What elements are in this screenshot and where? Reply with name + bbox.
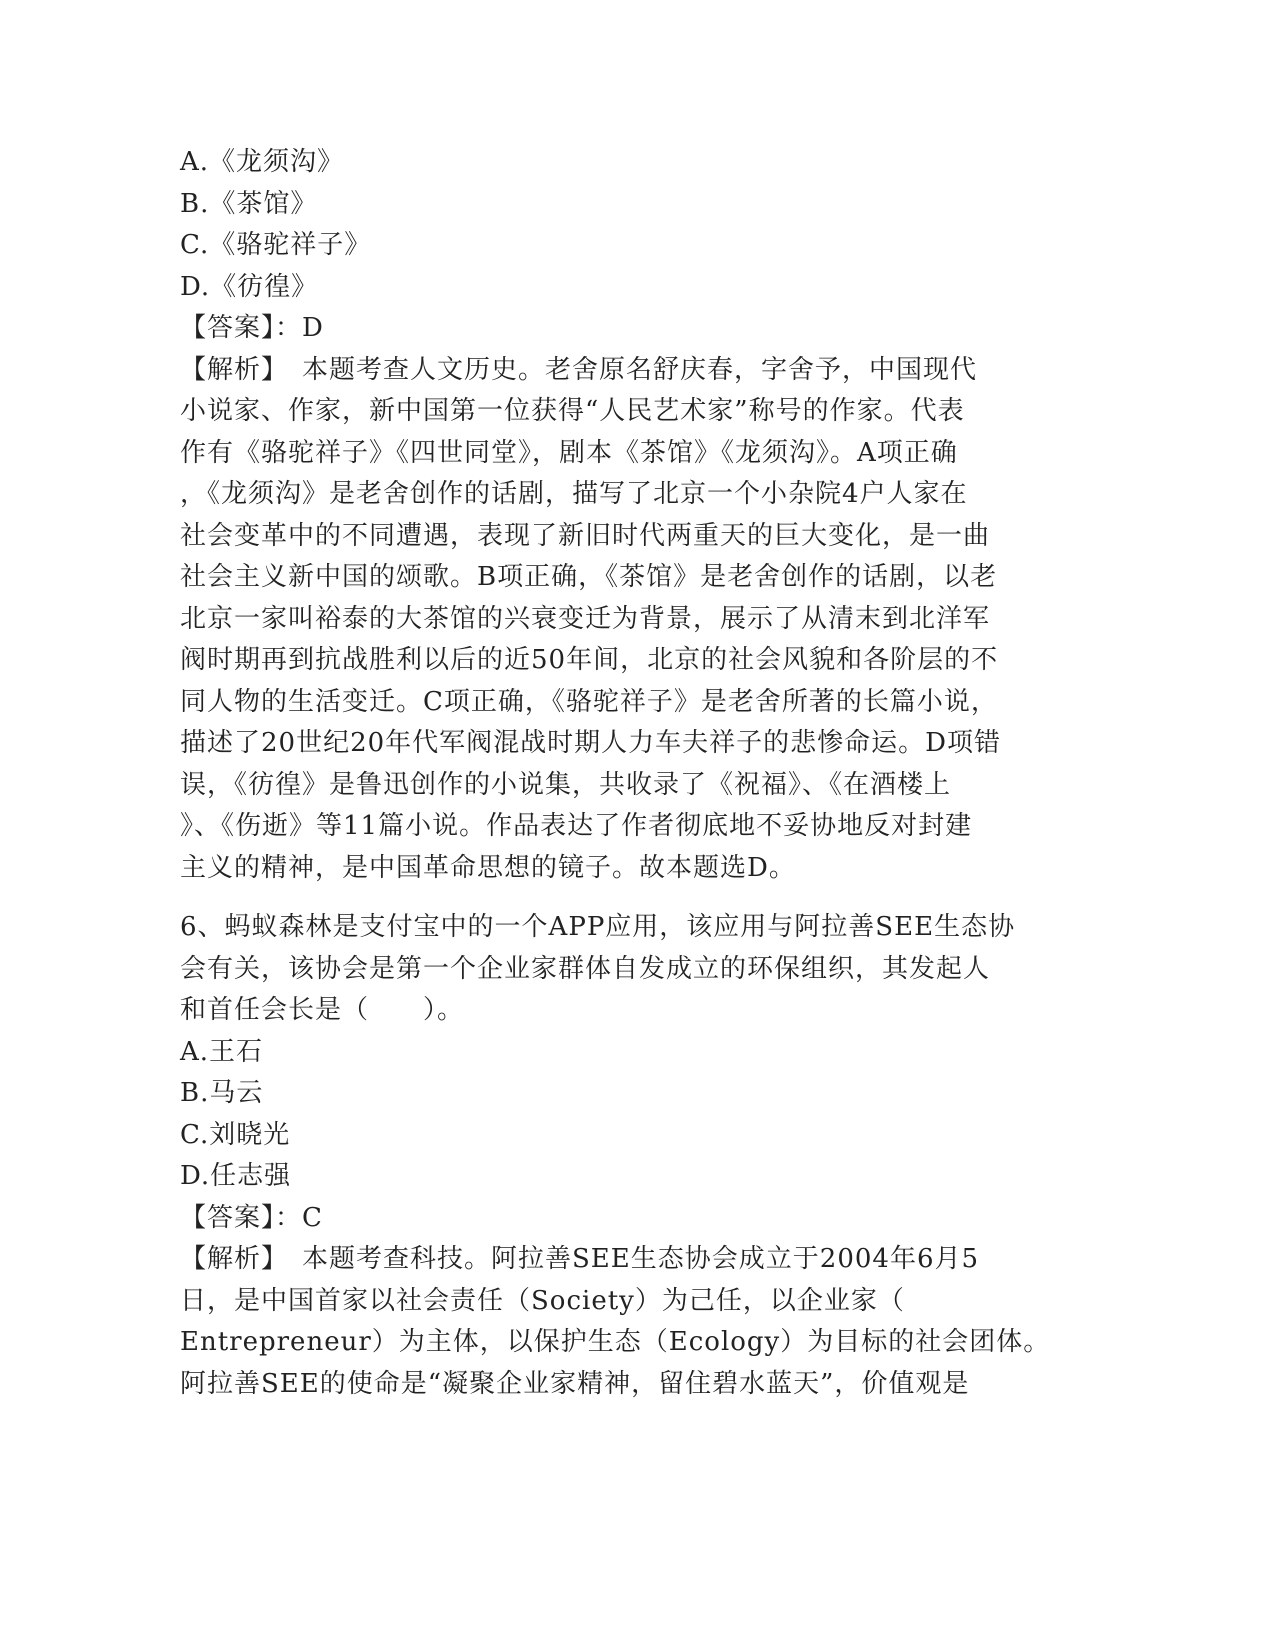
question-stem	[180, 907, 1040, 1032]
explanation-line: 阿拉善SEE的使命是“凝聚企业家精神，留住碧水蓝天”，价值观是	[180, 1368, 970, 1399]
explanation-line: 误，《彷徨》是鲁迅创作的小说集，共收录了《祝福》、《在酒楼上	[180, 769, 952, 800]
explanation-line: 【解析】 本题考查人文历史。老舍原名舒庆春，字舍予，中国现代	[180, 354, 978, 385]
option-a: A.《龙须沟》	[180, 147, 345, 177]
stem-line: 6、蚂蚁森林是支付宝中的一个APP应用，该应用与阿拉善SEE生态协	[180, 912, 1016, 942]
stem-line: 会有关，该协会是第一个企业家群体自发成立的环保组织，其发起人	[180, 953, 991, 984]
explanation-line: 阀时期再到抗战胜利以后的近50年间，北京的社会风貌和各阶层的不	[180, 645, 999, 675]
explanation-line: 社会变革中的不同遭遇，表现了新旧时代两重天的巨大变化，是一曲	[180, 520, 991, 551]
explanation-line: 同人物的生活变迁。C项正确，《骆驼祥子》是老舍所著的长篇小说，	[180, 686, 998, 717]
answer-line: 【答案】：D	[180, 313, 324, 343]
option-b: B.马云	[180, 1078, 264, 1108]
option-d: D.《彷徨》	[180, 271, 319, 302]
option-d: D.任志强	[180, 1161, 292, 1191]
explanation	[180, 350, 1040, 890]
explanation	[180, 1239, 1051, 1405]
explanation-line: 描述了20世纪20年代军阀混战时期人力车夫祥子的悲惨命运。D项错	[180, 728, 1002, 758]
explanation-line: 北京一家叫裕泰的大茶馆的兴衰变迁为背景，展示了从清末到北洋军	[180, 603, 991, 634]
explanation-line: 社会主义新中国的颂歌。B项正确，《茶馆》是老舍创作的话剧，以老	[180, 562, 998, 592]
explanation-line: 日，是中国首家以社会责任（Society）为己任，以企业家（	[180, 1285, 905, 1316]
option-c: C.刘晓光	[180, 1119, 291, 1150]
paragraph-gap	[180, 889, 1040, 907]
stem-line: 和首任会长是（ ）。	[180, 995, 465, 1025]
explanation-line: 作有《骆驼祥子》《四世同堂》，剧本《茶馆》《龙须沟》。A项正确	[180, 437, 958, 468]
explanation-line: 【解析】 本题考查科技。阿拉善SEE生态协会成立于2004年6月5	[180, 1244, 980, 1274]
option-b: B.《茶馆》	[180, 188, 318, 219]
option-a: A.王石	[180, 1036, 264, 1067]
explanation-line: 主义的精神，是中国革命思想的镜子。故本题选D。	[180, 852, 796, 883]
document-content	[180, 142, 1051, 1405]
explanation-line: Entrepreneur）为主体，以保护生态（Ecology）为目标的社会团体。	[180, 1327, 1051, 1357]
explanation-line: ，《龙须沟》是老舍创作的话剧，描写了北京一个小杂院4户人家在	[180, 479, 968, 509]
explanation-line: 》、《伤逝》等11篇小说。作品表达了作者彻底地不妥协地反对封建	[180, 811, 973, 841]
explanation-line: 小说家、作家，新中国第一位获得“人民艺术家”称号的作家。代表	[180, 396, 965, 426]
question-6	[180, 907, 1051, 1405]
answer-line: 【答案】：C	[180, 1202, 323, 1233]
option-c: C.《骆驼祥子》	[180, 230, 372, 260]
question-5	[180, 142, 1040, 889]
